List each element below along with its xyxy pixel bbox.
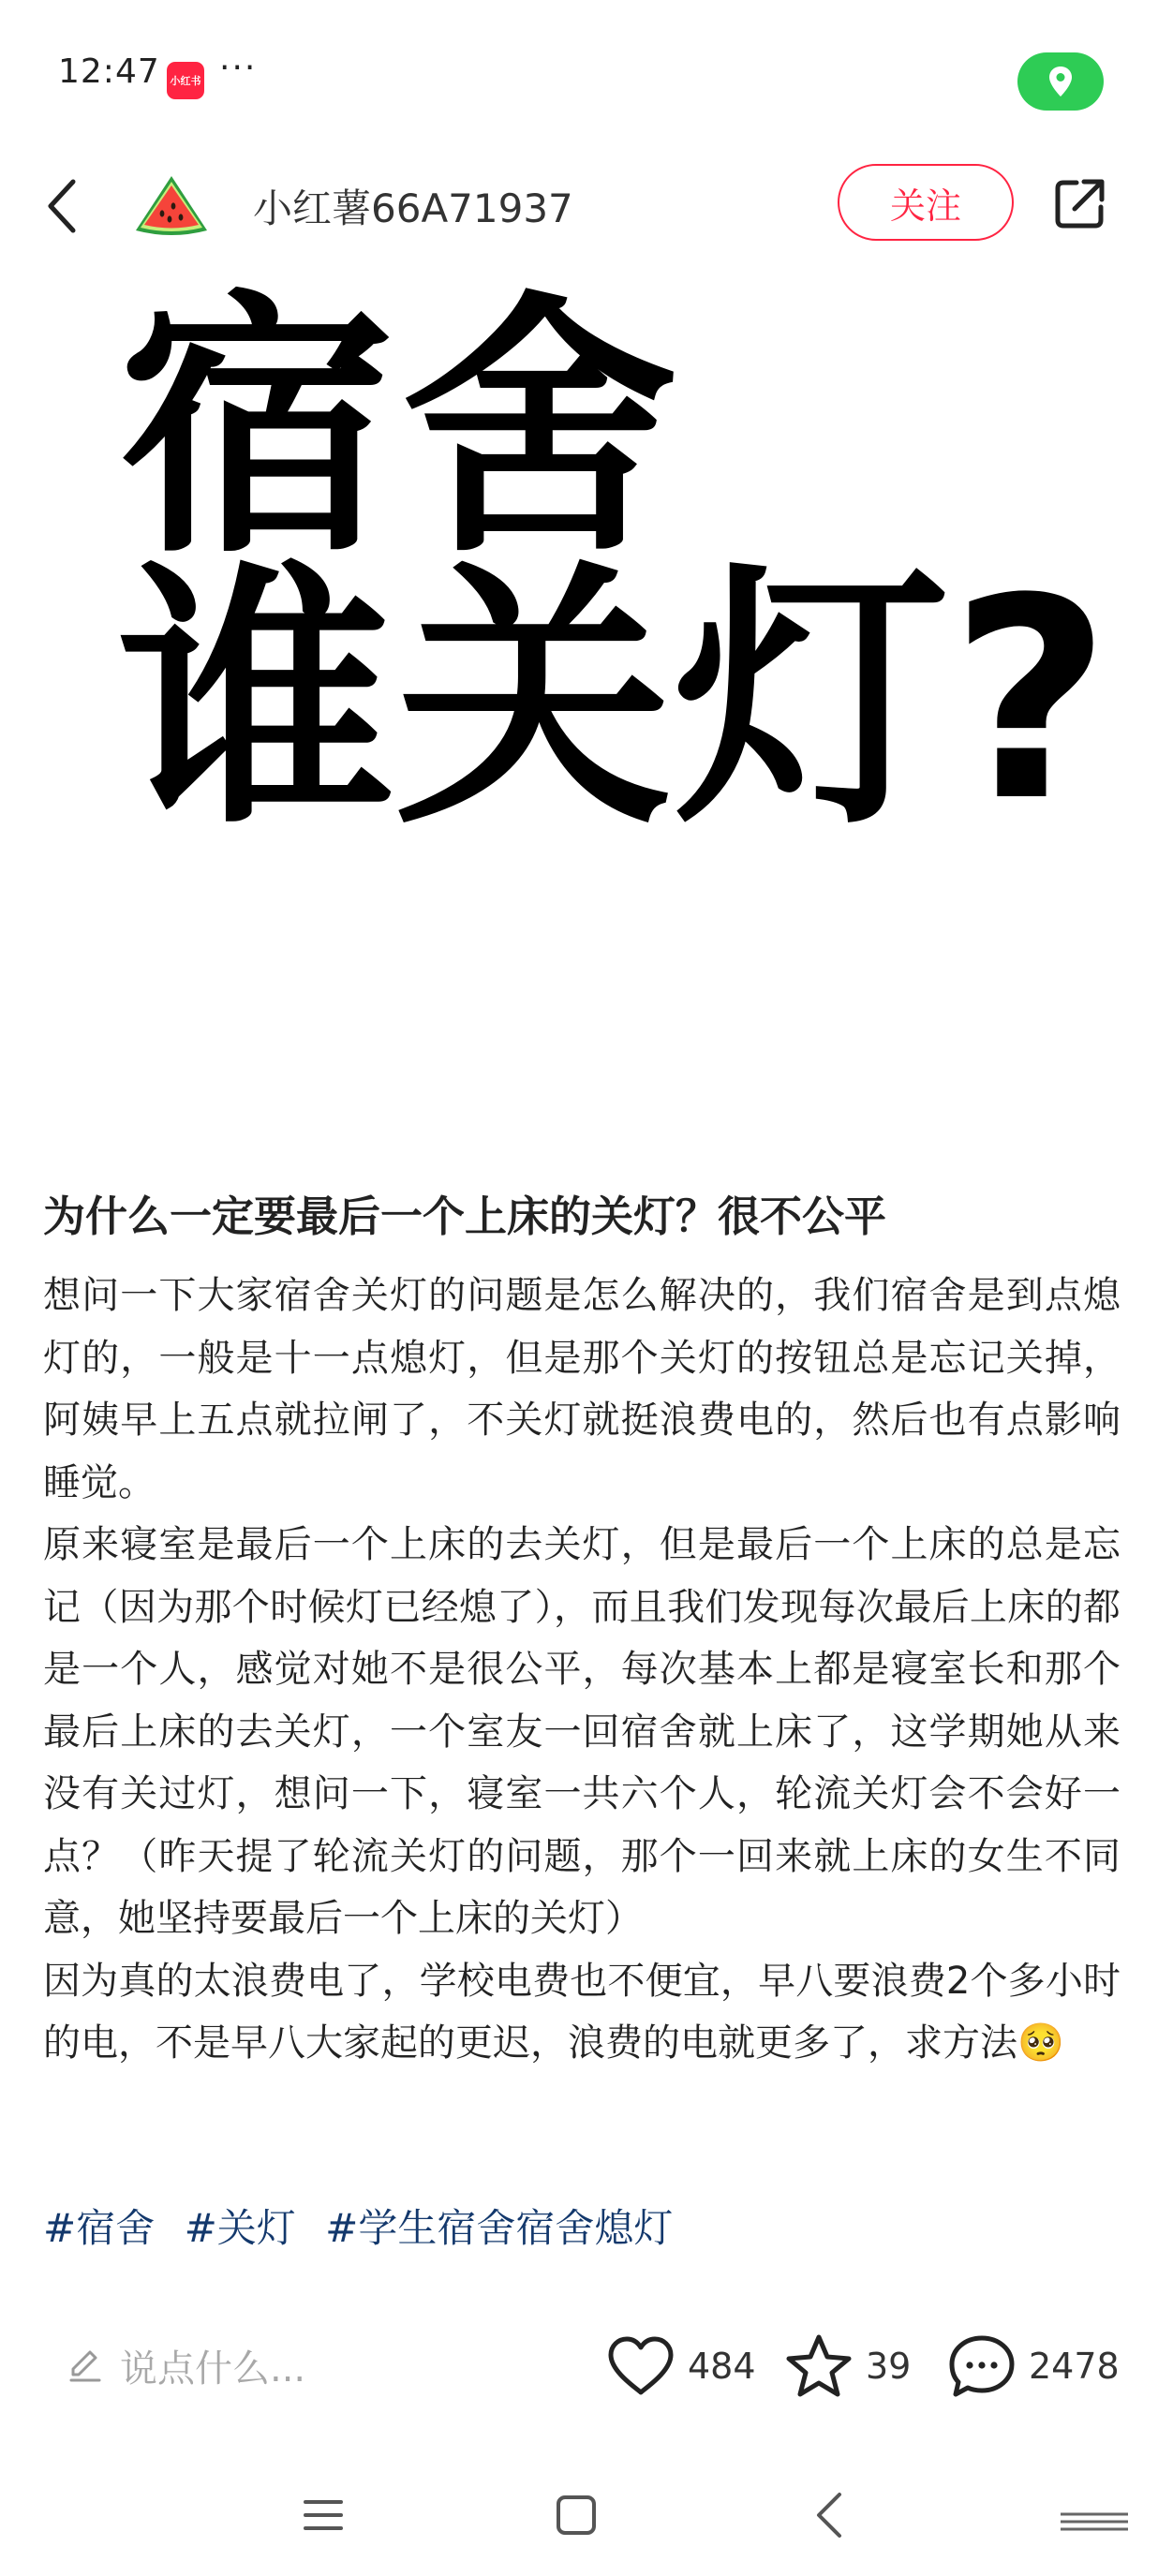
chevron-left-icon [43, 176, 81, 236]
watermelon-icon [132, 172, 211, 238]
tag-list [43, 2198, 690, 2254]
avatar[interactable] [129, 163, 214, 247]
post-paragraph: 因为真的太浪费电了，学校电费也不便宜，早八要浪费2个多小时的电，不是早八大家起的更迟，浪费的电就更多了，求方法🥺 [43, 1959, 1121, 2065]
back-triangle-icon [813, 2491, 845, 2539]
comment-input[interactable] [66, 2332, 305, 2398]
menu-icon [302, 2496, 345, 2534]
like-count: 484 [688, 2346, 756, 2387]
status-bar [0, 0, 1158, 159]
post-body [43, 1265, 1121, 2075]
star-icon [783, 2332, 854, 2400]
share-button[interactable] [1047, 170, 1113, 236]
heart-icon [605, 2334, 676, 2398]
cover-text-line2: 谁关灯? [118, 539, 1111, 862]
back-button[interactable] [36, 170, 88, 242]
collect-button[interactable] [783, 2331, 911, 2402]
system-navigation-bar [0, 2454, 1158, 2576]
system-home-button[interactable] [543, 2482, 609, 2548]
tag-link[interactable]: #宿舍 [43, 2205, 156, 2251]
like-button[interactable] [605, 2331, 756, 2402]
status-more-icon: ··· [219, 49, 258, 87]
post-paragraph: 原来寝室是最后一个上床的去关灯，但是最后一个上床的总是忘记（因为那个时候灯已经熄了），而且我们发现每次最后上床的都是一个人，感觉对她不是很公平，每次基本上都是寝室长和那个最后上床的去关灯，一个室友一回宿舍就上床了，这学期她从来没有关过灯，想问一下，寝室一共六个人，轮流关灯会不会好一点？（昨天提了轮流关灯的问题，那个一回来就上床的女生不同意，她坚持要最后一个上床的关灯） [43, 1523, 1121, 1940]
chat-bubble-icon [946, 2332, 1017, 2400]
system-back-button[interactable] [796, 2482, 862, 2548]
home-square-icon [555, 2494, 598, 2537]
comment-button[interactable] [946, 2331, 1120, 2402]
location-pill[interactable] [1017, 52, 1104, 111]
tag-link[interactable]: #学生宿舍宿舍熄灯 [325, 2205, 674, 2251]
post-title: 为什么一定要最后一个上床的关灯？很不公平 [43, 1192, 887, 1241]
follow-button[interactable]: 关注 [838, 164, 1014, 241]
pencil-icon [66, 2347, 103, 2384]
xiaohongshu-app-icon: 小红书 [167, 62, 204, 99]
engagement-bar [0, 2314, 1158, 2417]
gesture-handle-icon [1057, 2507, 1132, 2535]
comment-count: 2478 [1029, 2346, 1120, 2387]
comment-placeholder: 说点什么... [120, 2347, 306, 2391]
share-icon [1052, 175, 1108, 231]
author-username[interactable]: 小红薯66A71937 [253, 185, 573, 231]
location-pin-icon [1047, 65, 1075, 98]
cover-text-line1: 宿舍 [118, 267, 684, 590]
collect-count: 39 [866, 2346, 912, 2387]
tag-link[interactable]: #关灯 [184, 2205, 296, 2251]
status-time: 12:47 [58, 52, 160, 91]
post-header [0, 150, 1158, 262]
cover-image[interactable] [0, 262, 1158, 1143]
post-paragraph: 想问一下大家宿舍关灯的问题是怎么解决的，我们宿舍是到点熄灯的，一般是十一点熄灯，但是那个关灯的按钮总是忘记关掉，阿姨早上五点就拉闸了，不关灯就挺浪费电的，然后也有点影响睡觉。 [43, 1274, 1121, 1504]
system-menu-button[interactable] [290, 2482, 356, 2548]
